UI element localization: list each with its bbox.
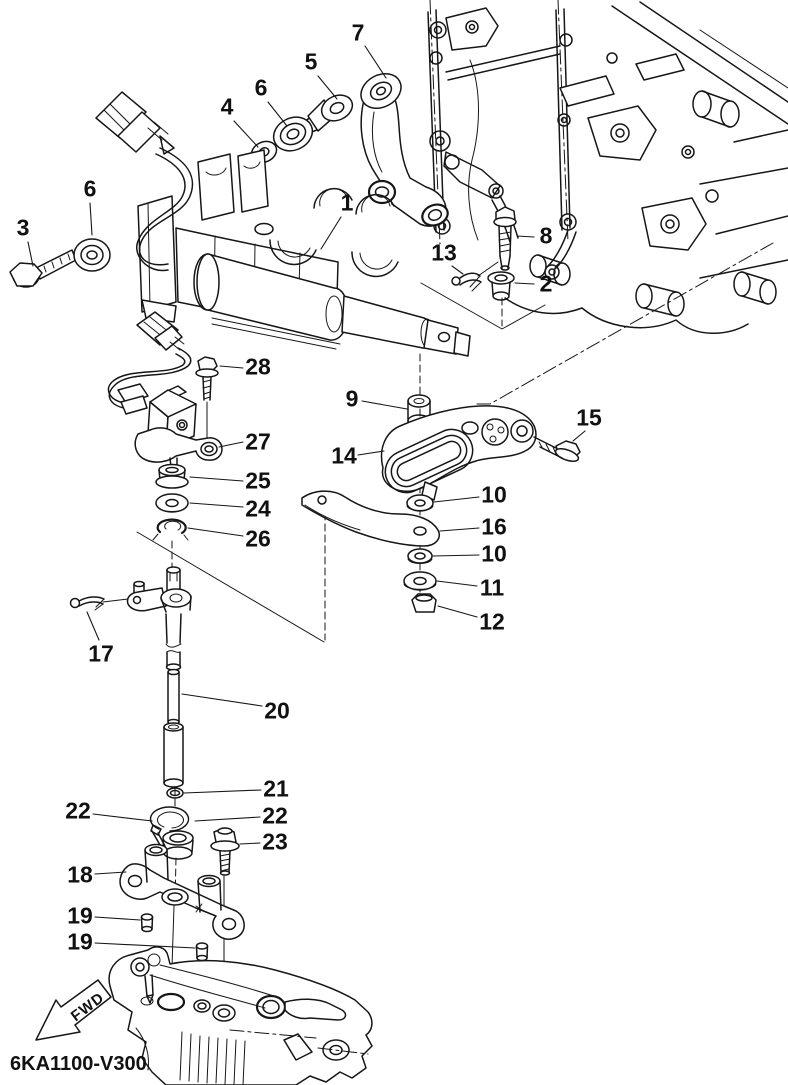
callout-23: 23 [262,828,288,855]
callout-13: 13 [431,239,457,266]
callout-7: 7 [351,19,365,46]
callout-15: 15 [576,404,602,431]
callout-6: 6 [254,74,268,101]
callout-6: 6 [83,175,97,202]
drawing-code: 6KA1100-V300 [10,1053,147,1075]
callout-24: 24 [245,495,271,522]
callout-19: 19 [67,928,93,955]
callout-28: 28 [245,353,271,380]
callout-17: 17 [88,640,114,667]
callout-10: 10 [481,540,507,567]
callout-3: 3 [16,214,30,241]
callout-18: 18 [67,861,93,888]
callout-5: 5 [304,48,318,75]
callout-12: 12 [479,608,505,635]
callout-16: 16 [481,513,507,540]
callout-4: 4 [220,93,234,120]
callout-11: 11 [479,574,505,601]
callout-20: 20 [264,697,290,724]
fwd-arrow-label: FWD [67,989,108,1026]
callout-25: 25 [245,467,271,494]
callout-2: 2 [539,270,553,297]
callout-9: 9 [345,385,359,412]
callout-27: 27 [245,428,271,455]
callout-22: 22 [65,797,91,824]
callout-22: 22 [262,802,288,829]
callout-1: 1 [340,189,354,216]
callout-26: 26 [245,525,271,552]
callout-14: 14 [331,442,357,469]
callout-19: 19 [67,902,93,929]
callout-8: 8 [539,222,553,249]
callout-21: 21 [263,775,289,802]
callout-10: 10 [481,481,507,508]
